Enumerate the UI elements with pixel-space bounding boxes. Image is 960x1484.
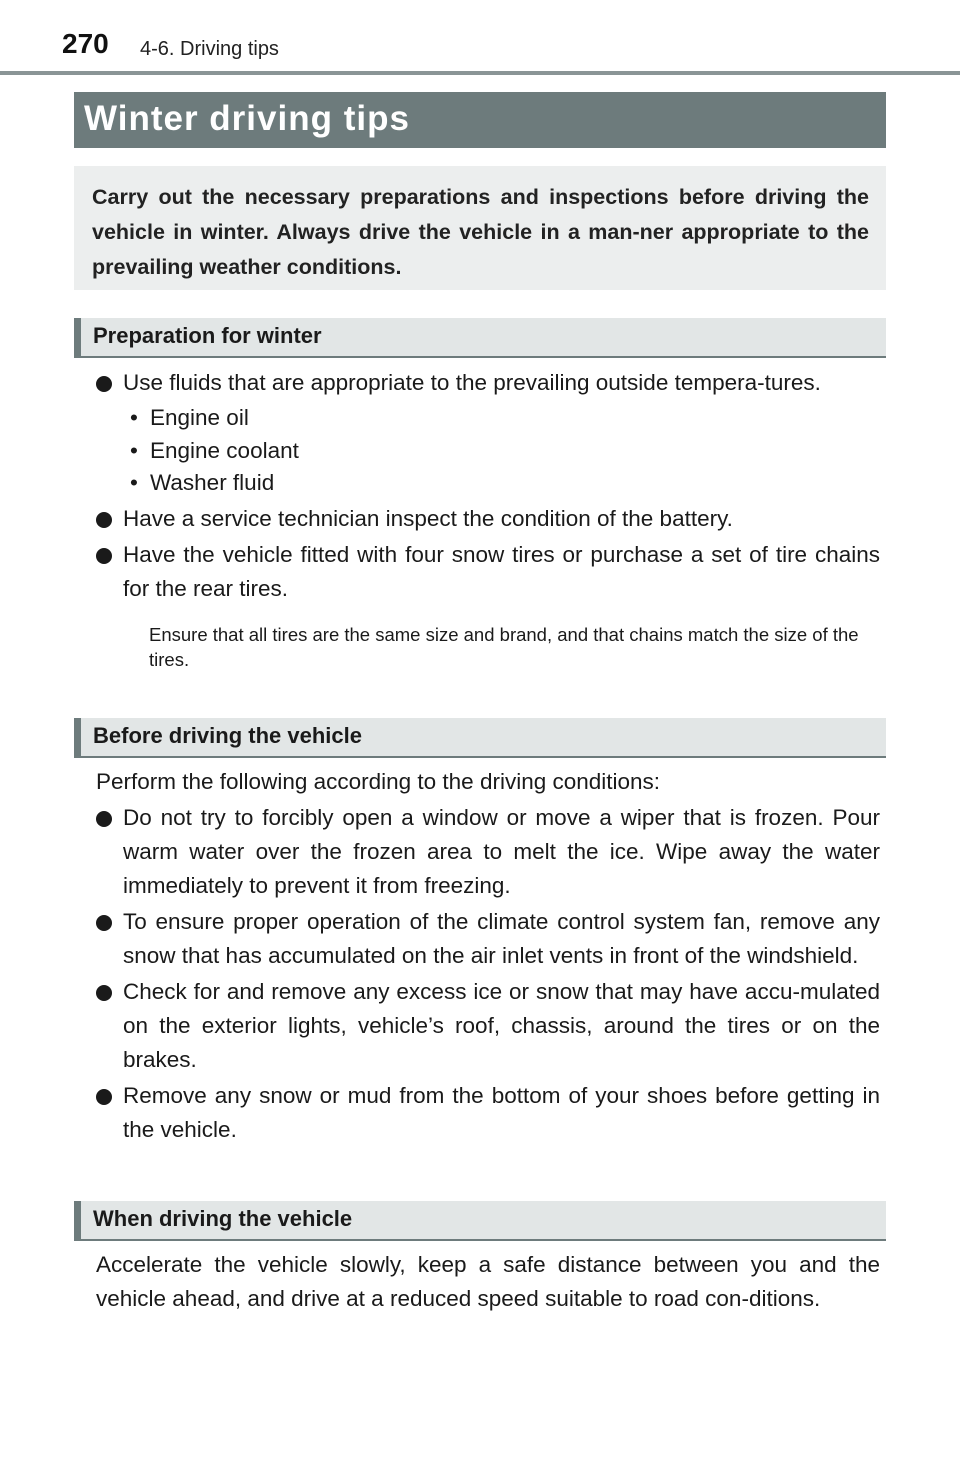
list-item: • Engine oil (128, 402, 880, 435)
lead-text: Perform the following according to the driving conditions: (96, 769, 661, 794)
page-number: 270 (62, 28, 109, 59)
bullet-text: Use fluids that are appropriate to the prevailing outside tempera-tures. (123, 370, 821, 395)
fluid-list (96, 402, 880, 500)
bullet-icon (96, 1089, 112, 1105)
dot-icon: • (130, 405, 138, 430)
dot-icon: • (130, 470, 138, 495)
bullet-icon (96, 985, 112, 1001)
page-header (0, 0, 960, 80)
list-item (96, 975, 880, 1077)
tire-note: Ensure that all tires are the same size and brand, and that chains match the size of the tires. (149, 623, 859, 670)
intro-box: Carry out the necessary preparations and inspections before driving the vehicle in winter. Always drive the vehicle in a man-ner appropriate to the prevailing weather conditions. (74, 166, 886, 290)
bullet-icon (96, 915, 112, 931)
bullet-text: Have the vehicle fitted with four snow tires or purchase a set of tire chains for the rear tires. (123, 541, 880, 601)
bullet-icon (96, 376, 112, 392)
list-item (96, 801, 880, 903)
heading-before-driving: Before driving the vehicle (74, 718, 886, 758)
bullet-text: Have a service technician inspect the condition of the battery. (123, 505, 733, 531)
bullet-text: Remove any snow or mud from the bottom of your shoes before getting in the vehicle. (123, 1083, 880, 1142)
bullet-icon (96, 548, 112, 564)
bullet-text: Do not try to forcibly open a window or move a wiper that is frozen. Pour warm water over the frozen area to melt the ice. Wipe away the water immediately to prevent it from freezing. (123, 805, 880, 898)
list-item: • Engine coolant (128, 435, 880, 468)
section-reference: 4-6. Driving tips (140, 38, 279, 60)
heading-when-driving: When driving the vehicle (74, 1201, 886, 1241)
dot-icon: • (130, 437, 138, 463)
before-driving-section (96, 765, 880, 1149)
heading-preparation: Preparation for winter (74, 318, 886, 358)
bullet-icon (96, 512, 112, 528)
bullet-text: To ensure proper operation of the climate control system fan, remove any snow that has accumulated on the air inlet vents in front of the windshield. (123, 909, 880, 968)
bullet-icon (96, 811, 112, 827)
body-text: Accelerate the vehicle slowly, keep a safe distance between you and the vehicle ahead, and drive at a reduced speed suitable to road con-ditions. (96, 1252, 880, 1311)
page-title: Winter driving tips (74, 92, 886, 148)
list-item (96, 905, 880, 973)
when-driving-section (96, 1248, 880, 1318)
list-item (96, 502, 880, 536)
bullet-text: Check for and remove any excess ice or snow that may have accu-mulated on the exterior lights, vehicle’s roof, chassis, around the tires or on the brakes. (123, 979, 880, 1072)
list-item (96, 1079, 880, 1147)
header-divider (0, 71, 960, 75)
list-item (96, 538, 880, 606)
list-item (96, 366, 880, 400)
list-item: • Washer fluid (128, 467, 880, 500)
preparation-section (96, 366, 880, 672)
